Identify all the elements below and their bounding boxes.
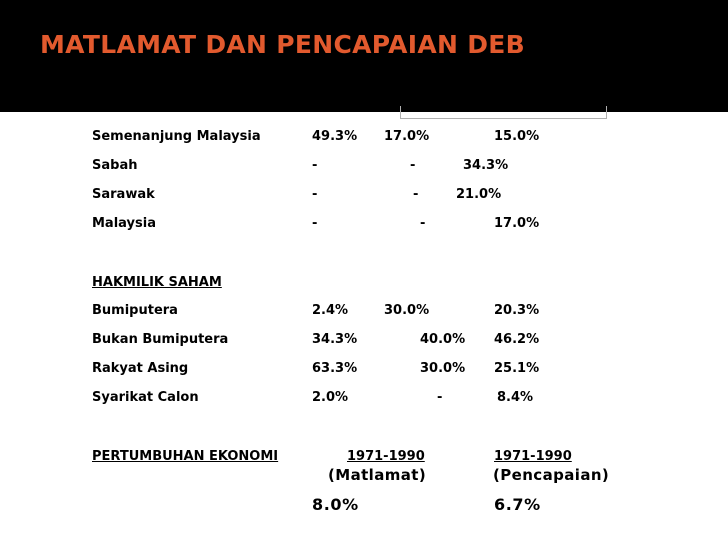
- table-cell: 34.3%: [312, 332, 358, 347]
- row-label: Bumiputera: [92, 303, 178, 318]
- target-value: 8.0%: [312, 495, 359, 514]
- target-period: 1971-1990: [347, 449, 425, 464]
- table-cell: 15.0%: [494, 129, 540, 144]
- row-label: Malaysia: [92, 216, 156, 231]
- table-cell: -: [312, 187, 318, 202]
- title-bar: [0, 0, 728, 112]
- table-cell: -: [410, 158, 416, 173]
- row-label: Semenanjung Malaysia: [92, 129, 261, 144]
- table-cell: 8.4%: [497, 390, 534, 405]
- slide-title: MATLAMAT DAN PENCAPAIAN DEB: [40, 30, 526, 59]
- table-cell: 34.3%: [463, 158, 509, 173]
- table-cell: -: [420, 216, 426, 231]
- table-cell: 30.0%: [420, 361, 466, 376]
- table-header-remnant: [400, 106, 607, 119]
- table-cell: 25.1%: [494, 361, 540, 376]
- table-cell: 63.3%: [312, 361, 358, 376]
- table-cell: 21.0%: [456, 187, 502, 202]
- section-heading: HAKMILIK SAHAM: [92, 275, 222, 290]
- table-cell: -: [437, 390, 443, 405]
- section-heading: PERTUMBUHAN EKONOMI: [92, 449, 279, 464]
- row-label: Sarawak: [92, 187, 155, 202]
- table-cell: 49.3%: [312, 129, 358, 144]
- table-cell: -: [413, 187, 419, 202]
- row-label: Bukan Bumiputera: [92, 332, 229, 347]
- table-cell: -: [312, 216, 318, 231]
- table-cell: 46.2%: [494, 332, 540, 347]
- row-label: Syarikat Calon: [92, 390, 199, 405]
- row-label: Sabah: [92, 158, 138, 173]
- row-label: Rakyat Asing: [92, 361, 189, 376]
- table-cell: 17.0%: [384, 129, 430, 144]
- table-cell: -: [312, 158, 318, 173]
- table-cell: 2.4%: [312, 303, 349, 318]
- table-cell: 17.0%: [494, 216, 540, 231]
- table-cell: 40.0%: [420, 332, 466, 347]
- achieved-value: 6.7%: [494, 495, 541, 514]
- target-label: (Matlamat): [328, 466, 427, 484]
- achieved-label: (Pencapaian): [493, 466, 610, 484]
- table-cell: 2.0%: [312, 390, 349, 405]
- table-cell: 30.0%: [384, 303, 430, 318]
- achieved-period: 1971-1990: [494, 449, 572, 464]
- table-cell: 20.3%: [494, 303, 540, 318]
